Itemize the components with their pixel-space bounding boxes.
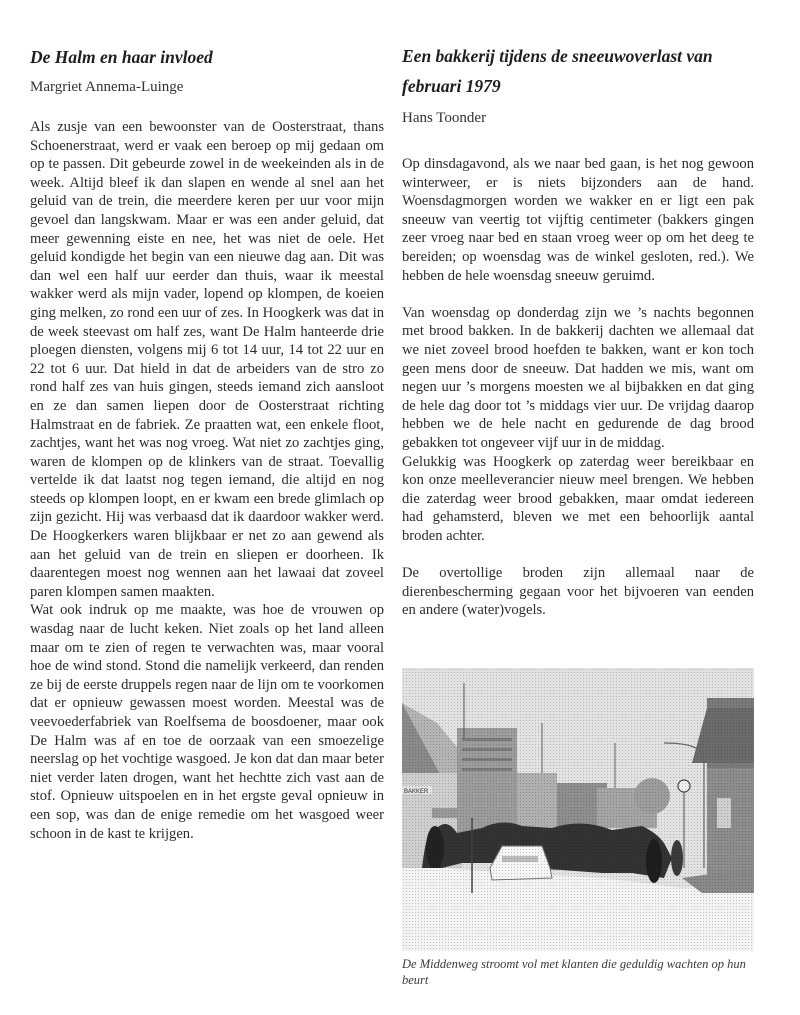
photo-image <box>402 668 754 951</box>
article-body <box>30 118 384 843</box>
paragraph: Als zusje van een bewoonster van de Oosterstraat, thans Schoenerstraat, werd er vaak een beroep op mij gedaan om op te passen. Dit gebeurde zowel in de weekeinden als in de week. Altijd bleef ik dan slapen en wende al snel aan het geluid van de trein, die meerdere keren per uur voor mijn gevoel dan langskwam. Maar er was een ander geluid, dat meer gewenning eiste en nee, het was niet de oele. Het geluid kondigde het begin van een nieuwe dag aan. Dit was dan wel een half uur eerder dan thuis, waar ik meestal wakker werd als mijn vader, lopend op klompen, de koeien ging melken, zo rond een uur of zes. In Hoogkerk was dat in de week steevast om half zes, want De Halm hanteerde drie ploegen diensten, volgens mij 6 tot 14 uur, 14 tot 22 uur en 22 tot 6 uur. Dat hield in dat de arbeiders van de stro zo rond half zes van huis gingen, steeds iemand zich aansloot en ze dan samen liepen door de Oosterstraat richting Halmstraat en de fabriek. Ze praatten wat, een enkele floot, zachtjes, want het was nog vroeg. Wat niet zo zachtjes ging, waren de klompen op de klinkers van de straat. Toevallig vertelde ik dat laatst nog tegen iemand, die altijd en nog steeds op klompen loopt, en er kwam een brede glimlach op zijn gezicht. Hij was verbaasd dat ik daardoor wakker werd. De Hoogkerkers waren blijkbaar er net zo aan gewend als aan het geluid van de trein en sliepen er doorheen. Ik daarentegen moest nog wennen aan het lawaai dat zoveel paren klompen samen maakten. <box>30 119 384 600</box>
article-title: De Halm en haar invloed <box>30 47 213 67</box>
article-author: Hans Toonder <box>402 110 487 126</box>
paragraph: Van woensdag op donderdag zijn we ’s nachts begonnen met brood bakken. In de bakkerij dachten we allemaal dat we niet zoveel brood hoefden te bakken, want er kon toch geen mens door de sneeuw. Dat hadden we mis, want om negen uur ’s morgens moesten we al bijbakken en dat ging de hele dag door tot ’s middags vier uur. De vrijdag daarop hebben we de hele nacht en gedurende de dag brood gebakken tot ongeveer vijf uur in de middag. <box>402 304 754 451</box>
paragraph: Gelukkig was Hoogkerk op zaterdag weer bereikbaar en kon onze meelleverancier nieuw meel brengen. We hebben die zaterdag weer brood gebakken, maar omdat iedereen had gehamsterd, bleven we met een behoorlijk aantal broden achter. <box>402 453 754 544</box>
paragraph: De overtollige broden zijn allemaal naar de dierenbescherming gegaan voor het bijvoeren van eenden en andere (water)vogels. <box>402 565 754 619</box>
paragraph: Op dinsdagavond, als we naar bed gaan, is het nog gewoon winterweer, er is niets bijzonders aan de hand. Woensdagmorgen worden we wakker en er ligt een pak sneeuw van veertig tot vijftig centimeter (bakkers gingen zeer vroeg naar bed en staan vroeg weer op om het deeg te bereiden; op woensdag was de winkel gesloten, red.). We hebben de hele woensdag sneeuw geruimd. <box>402 156 754 284</box>
article-body <box>402 155 754 620</box>
article-title: Een bakkerij tijdens de sneeuwoverlast van februari 1979 <box>402 46 713 96</box>
photo-caption: De Middenweg stroomt vol met klanten die geduldig wachten op hun beurt <box>402 957 746 987</box>
article-author: Margriet Annema-Luinge <box>30 79 184 95</box>
snowy-street-photo <box>402 668 754 951</box>
paragraph: Wat ook indruk op me maakte, was hoe de vrouwen op wasdag naar de lucht keken. Niet zoals op het land alleen maar om te zien of regen te verwachten was, maar vooral hoe de wind stond. Stond die namelijk verkeerd, dan renden ze bij de eerste druppels regen naar de lijn om te voorkomen dat er opnieuw gewassen moest worden. Meestal was de veevoederfabriek van Roelfsema de boosdoener, maar ook De Halm was af en toe de oorzaak van een smoezelige neerslag op het vochtige wasgoed. Je kon dat dan maar beter niet verder laten drogen, want het hechtte zich vast aan de stof. Opnieuw uitspoelen en in het ergste geval opnieuw in een sop, was dan de enige remedie om het wasgoed weer schoon in de kast te krijgen. <box>30 602 384 842</box>
